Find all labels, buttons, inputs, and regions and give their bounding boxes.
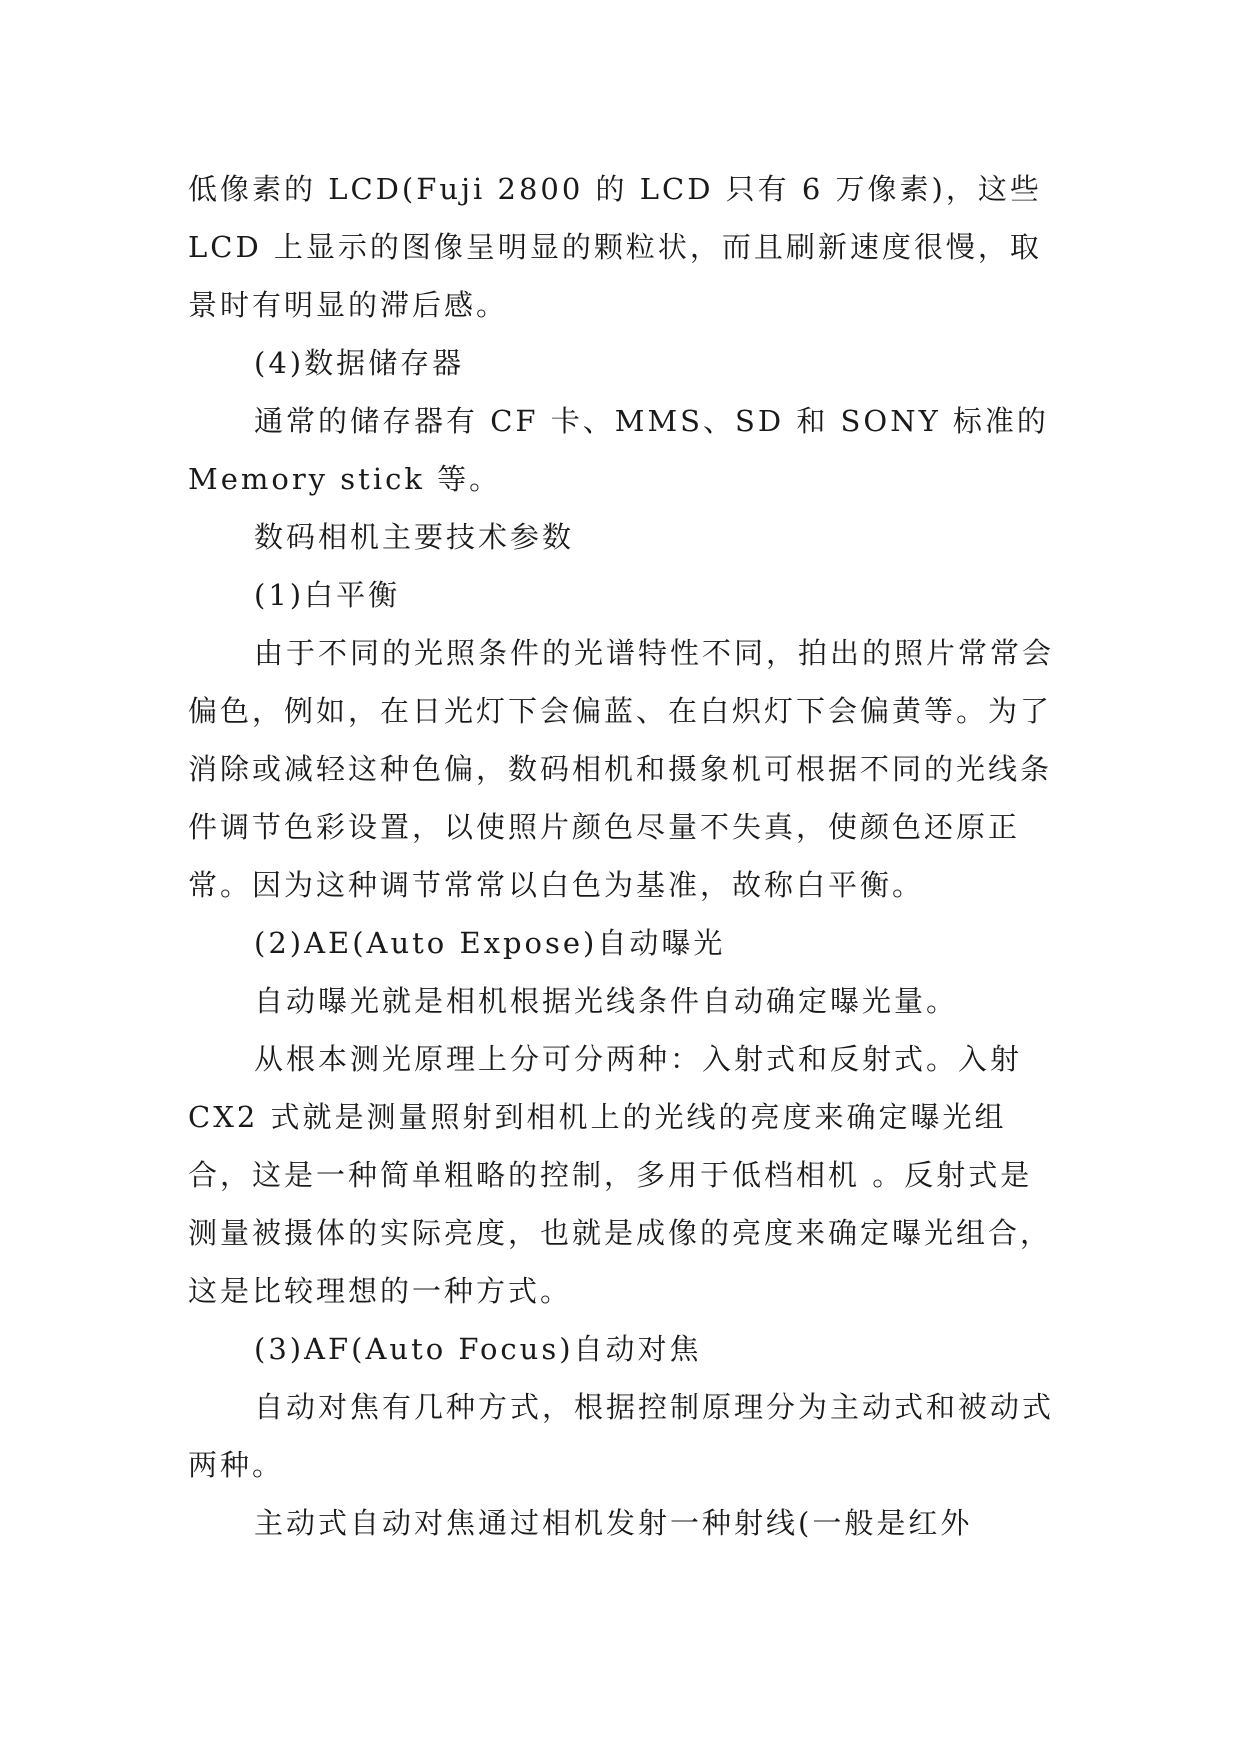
heading-auto-focus: (3)AF(Auto Focus)自动对焦	[254, 1332, 702, 1366]
paragraph-auto-focus: 自动对焦有几种方式，根据控制原理分为主动式和被动式两种。	[188, 1390, 1055, 1482]
body-text	[188, 160, 1056, 1552]
heading-data-storage: (4)数据储存器	[254, 346, 465, 380]
paragraph-metering: 从根本测光原理上分可分两种：入射式和反射式。入射 CX2 式就是测量照射到相机上的光线的亮度来确定曝光组合，这是一种简单粗略的控制，多用于低档相机 。反射式是测量被摄体的实际亮度，也就是成像的亮度来确定曝光组合，这是比较理想的一种方式。	[188, 1042, 1053, 1308]
heading-auto-expose: (2)AE(Auto Expose)自动曝光	[254, 926, 726, 960]
heading-tech-params: 数码相机主要技术参数	[254, 520, 575, 554]
paragraph-lcd-continuation: 低像素的 LCD(Fuji 2800 的 LCD 只有 6 万像素)，这些 LCD 上显示的图像呈明显的颗粒状，而且刷新速度很慢，取景时有明显的滞后感。	[188, 172, 1042, 322]
heading-white-balance: (1)白平衡	[254, 578, 401, 612]
paragraph-white-balance: 由于不同的光照条件的光谱特性不同，拍出的照片常常会偏色，例如，在日光灯下会偏蓝、在白炽灯下会偏黄等。为了消除或减轻这种色偏，数码相机和摄象机可根据不同的光线条件调节色彩设置，以使照片颜色尽量不失真，使颜色还原正常。因为这种调节常常以白色为基准，故称白平衡。	[188, 636, 1055, 902]
paragraph-auto-expose: 自动曝光就是相机根据光线条件自动确定曝光量。	[254, 984, 959, 1018]
paragraph-active-af: 主动式自动对焦通过相机发射一种射线(一般是红外	[254, 1506, 973, 1540]
paragraph-storage-types: 通常的储存器有 CF 卡、MMS、SD 和 SONY 标准的 Memory stick 等。	[188, 404, 1049, 496]
